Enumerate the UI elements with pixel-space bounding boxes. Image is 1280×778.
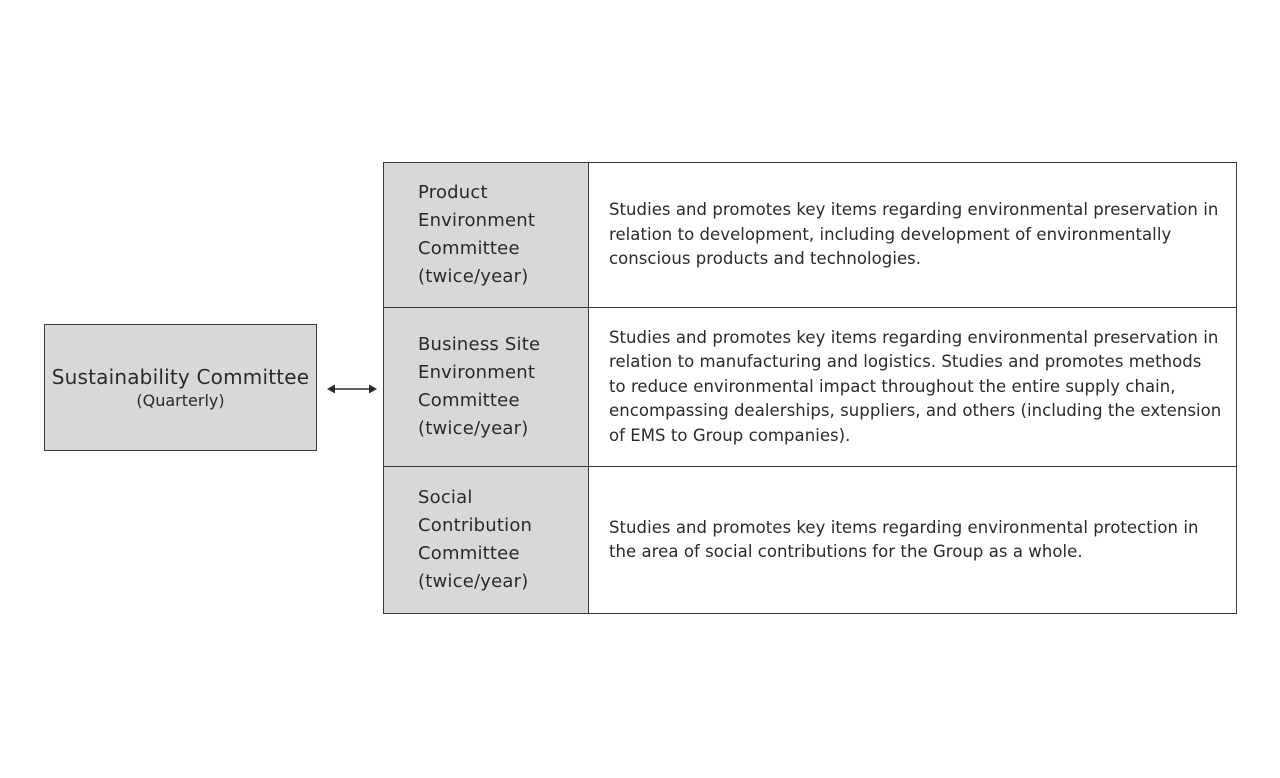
double-arrow-icon: [326, 380, 378, 398]
committee-description-cell: [589, 308, 1236, 466]
committee-row-social-contribution: [384, 466, 1236, 613]
committee-description: Studies and promotes key items regarding environmental preservation in relation to development, including development of environmentally conscious products and technologies.: [609, 200, 1219, 269]
committee-description-cell: [589, 467, 1236, 613]
committee-name-cell: [384, 467, 589, 613]
committee-name: Product Environment Committee (twice/year): [418, 182, 536, 287]
committee-description: Studies and promotes key items regarding environmental preservation in relation to manufacturing and logistics. Studies and promotes methods to reduce environmental impact throughout the entire supply chain, encompassing dealerships, suppliers, and others (including the extension of EMS to Group companies).: [609, 327, 1222, 445]
committee-name: Business Site Environment Committee (twice/year): [418, 334, 541, 439]
committee-name: Social Contribution Committee (twice/year): [418, 487, 533, 592]
committee-description: Studies and promotes key items regarding environmental protection in the area of social contributions for the Group as a whole.: [609, 517, 1199, 561]
committee-row-product: [384, 163, 1236, 307]
committee-name-cell: [384, 163, 589, 307]
committee-description-cell: [589, 163, 1236, 307]
sustainability-committee-title: Sustainability Committee: [51, 364, 310, 389]
committee-row-business-site: [384, 307, 1236, 466]
sustainability-committee-frequency: (Quarterly): [136, 390, 225, 410]
sustainability-committee-box: [44, 324, 317, 451]
committee-name-cell: [384, 308, 589, 466]
committees-table: [383, 162, 1237, 614]
